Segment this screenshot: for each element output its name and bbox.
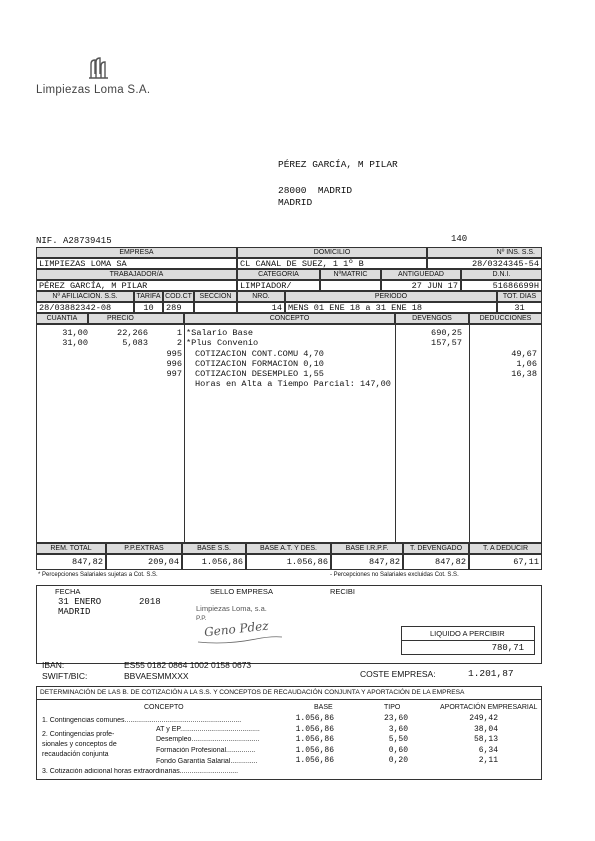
company-logo [36, 56, 176, 104]
table-cell: 2,11 [478, 756, 498, 765]
label-tarifa: TARIFA [134, 291, 163, 302]
label-base-at: BASE A.T. Y DES. [246, 543, 331, 554]
logo-mark-icon [86, 56, 112, 82]
table-cell: 997 [166, 369, 182, 380]
table-row [36, 349, 542, 359]
codct-value: 289 [163, 302, 194, 313]
signature-underline-icon [196, 632, 286, 646]
tot-dias-value: 31 [497, 302, 542, 313]
table-cell: 1.056,86 [295, 756, 334, 765]
table-cell: 1.056,86 [295, 745, 334, 755]
recipient-name: PÉREZ GARCÍA, M PILAR [278, 159, 398, 170]
label-nro: NRO. [237, 291, 285, 302]
table-cell: 5,083 [122, 338, 148, 349]
t-deducir-value: 67,11 [469, 554, 542, 570]
coste-value: 1.201,87 [468, 668, 514, 679]
contrib-line-1: 1. Contingencias comunes............................................................ [42, 717, 242, 724]
concept-lines [36, 328, 542, 390]
ins-ss-value: 28/0324345-54 [427, 258, 542, 269]
stamp-signature: Geno Pdez [203, 618, 270, 640]
contribution-values [290, 714, 540, 767]
recipient-province: MADRID [278, 197, 313, 208]
table-cell: 690,25 [431, 328, 462, 338]
table-row [36, 369, 542, 379]
table-cell: *Salario Base [186, 328, 254, 338]
table-row [290, 735, 540, 746]
liquido-value: 780,71 [491, 643, 524, 653]
table-cell: 1.056,86 [295, 714, 334, 723]
table-cell: 3,60 [388, 724, 408, 734]
label-codct: COD.CT [163, 291, 194, 302]
company-stamp [196, 602, 316, 647]
head-tipo: TIPO [384, 704, 401, 711]
table-row [290, 746, 540, 757]
label-t-devengado: T. DEVENGADO [403, 543, 469, 554]
matric-value [320, 280, 381, 291]
label-iban: IBAN: [42, 660, 65, 670]
label-coste: COSTE EMPRESA: [360, 669, 436, 679]
table-cell: 1.056,86 [295, 735, 334, 744]
label-trabajador: TRABAJADOR/A [36, 269, 237, 280]
periodo-value: MENS 01 ENE 18 a 31 ENE 18 [285, 302, 497, 313]
label-base-irpf: BASE I.R.P.F. [331, 543, 403, 554]
label-periodo: PERIODO [285, 291, 497, 302]
fecha-line-1: 31 ENERO 2018 [58, 597, 161, 607]
contrib-line-2b: sionales y conceptos de [42, 741, 117, 748]
table-cell: 31,00 [62, 338, 88, 349]
table-cell: 1,06 [516, 358, 537, 369]
stamp-company: Limpiezas Loma, s.a. [196, 604, 267, 613]
table-row [290, 756, 540, 767]
table-row [36, 359, 542, 369]
table-cell: COTIZACION DESEMPLEO 1,55 [195, 369, 324, 380]
table-cell: 995 [166, 348, 182, 359]
table-cell: 157,57 [431, 338, 462, 349]
label-liquido: LIQUIDO A PERCIBIR [430, 629, 505, 638]
table-cell: 31,00 [62, 328, 88, 338]
label-matric: NºMATRIC [320, 269, 381, 280]
table-cell: Horas en Alta a Tiempo Parcial: 147,00 [195, 379, 391, 390]
contrib-line-2a: 2. Contingencias profe- [42, 731, 115, 738]
label-empresa: EMPRESA [36, 247, 237, 258]
categoria-value: LIMPIADOR/ [237, 280, 320, 291]
label-dni: D.N.I. [461, 269, 542, 280]
nro-value: 14 [237, 302, 285, 313]
table-cell: 16,38 [511, 369, 537, 380]
stamp-pp: P.P. [196, 615, 207, 622]
table-cell: 49,67 [511, 348, 537, 359]
nif: NIF. A28739415 [36, 236, 112, 246]
table-cell: 2 [176, 338, 182, 349]
table-cell: 58,13 [473, 735, 498, 744]
label-swift: SWIFT/BIC: [42, 671, 88, 681]
label-antiguedad: ANTIGUEDAD [381, 269, 461, 280]
label-categoria: CATEGORIA [237, 269, 320, 280]
pp-extras-value: 209,04 [106, 554, 182, 570]
table-cell: 1 [176, 328, 182, 338]
logo-name: Limpiezas Loma S.A. [36, 84, 151, 96]
head-concepto: CONCEPTO [144, 704, 184, 711]
label-pp-extras: P.P.EXTRAS [106, 543, 182, 554]
table-row [36, 379, 542, 389]
label-rem-total: REM. TOTAL [36, 543, 106, 554]
table-cell: COTIZACION FORMACION 0,10 [195, 358, 324, 369]
contribution-title: DETERMINACIÓN DE LAS B. DE COTIZACIÓN A LA S.S. Y CONCEPTOS DE RECAUDACIÓN CONJUNTA Y APORTACIÓN DE LA EMPRESA [40, 689, 465, 696]
seccion-value [194, 302, 237, 313]
table-cell: 22,266 [117, 328, 148, 338]
label-seccion: SECCION [194, 291, 237, 302]
label-base-ss: BASE S.S. [182, 543, 246, 554]
table-row [290, 725, 540, 736]
head-aportacion: APORTACIÓN EMPRESARIAL [440, 704, 538, 711]
contrib-line-3: 3. Cotización adicional horas extraordinarias.............................. [42, 768, 239, 775]
label-precio: PRECIO [88, 313, 184, 324]
contrib-at: AT y EP......................................... [156, 726, 260, 733]
rem-total-value: 847,82 [36, 554, 106, 570]
fecha-line-2: MADRID [58, 607, 91, 617]
table-cell: 5,50 [388, 735, 408, 744]
table-cell: COTIZACION CONT.COMU 4,70 [195, 348, 324, 359]
label-deducciones: DEDUCCIONES [469, 313, 542, 324]
domicilio-value: CL CANAL DE SUEZ, 1 1º B [237, 258, 427, 269]
iban-value: ES55 0182 0864 1002 0158 0673 [124, 660, 252, 670]
head-base: BASE [314, 704, 333, 711]
antiguedad-value: 27 JUN 17 [381, 280, 461, 291]
label-afiliacion: Nº AFILIACION. S.S. [36, 291, 134, 302]
empresa-value: LIMPIEZAS LOMA SA [36, 258, 237, 269]
note-no-salariales: - Percepciones no Salariales excluidas Cot. S.S. [330, 572, 459, 578]
label-fecha: FECHA [55, 587, 81, 596]
table-cell: 0,60 [388, 745, 408, 755]
contrib-line-2c: recaudación conjunta [42, 751, 109, 758]
table-row [290, 714, 540, 725]
base-at-value: 1.056,86 [246, 554, 331, 570]
t-devengado-value: 847,82 [403, 554, 469, 570]
table-cell: 38,04 [473, 724, 498, 734]
tarifa-value: 10 [134, 302, 163, 313]
recipient-postal-city: 28000 MADRID [278, 185, 353, 196]
label-tot-dias: TOT. DIAS [497, 291, 542, 302]
label-ins-ss: Nº INS. S.S. [427, 247, 542, 258]
label-devengos: DEVENGOS [395, 313, 469, 324]
contrib-formacion: Formación Profesional............... [156, 747, 256, 754]
contrib-fogasa: Fondo Garantía Salarial.............. [156, 758, 258, 765]
afiliacion-value: 28/03882342-08 [36, 302, 134, 313]
table-cell: 0,20 [388, 756, 408, 765]
contrib-desempleo: Desempleo................................... [156, 736, 260, 743]
trabajador-value: PÉREZ GARCÍA, M PILAR [36, 280, 237, 291]
label-domicilio: DOMICILIO [237, 247, 427, 258]
base-irpf-value: 847,82 [331, 554, 403, 570]
table-row [36, 338, 542, 348]
table-cell: 996 [166, 358, 182, 369]
table-cell: 249,42 [469, 714, 498, 723]
label-recibi: RECIBI [330, 587, 356, 596]
table-cell: *Plus Convenio [186, 338, 259, 349]
label-cuantia: CUANTIA [36, 313, 88, 324]
label-t-deducir: T. A DEDUCIR [469, 543, 542, 554]
base-ss-value: 1.056,86 [182, 554, 246, 570]
table-row [36, 328, 542, 338]
table-cell: 1.056,86 [295, 724, 334, 734]
label-concepto: CONCEPTO [184, 313, 395, 324]
label-sello: SELLO EMPRESA [210, 587, 273, 596]
table-cell: 23,60 [383, 714, 408, 723]
dni-value: 51686699H [461, 280, 542, 291]
page-number: 140 [451, 234, 468, 244]
swift-value: BBVAESMMXXX [124, 671, 189, 681]
table-cell: 6,34 [478, 745, 498, 755]
note-salariales: * Percepciones Salariales sujetas a Cot. S.S. [38, 572, 158, 578]
